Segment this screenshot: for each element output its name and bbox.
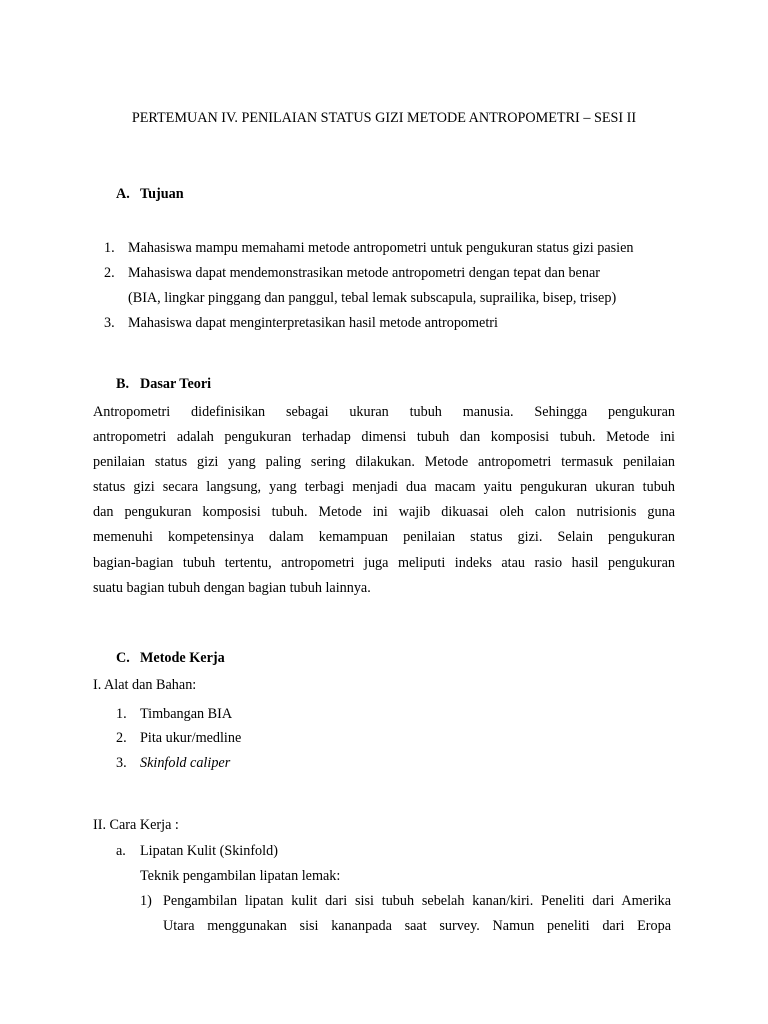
alat-item-2-num: 2. (116, 730, 127, 746)
section-b-marker: B. (116, 376, 130, 392)
section-c-heading: Metode Kerja (140, 650, 225, 666)
cara-sub-a-text: Lipatan Kulit (Skinfold) (140, 843, 278, 859)
tujuan-item-1-text: Mahasiswa mampu memahami metode antropometri untuk pengukuran status gizi pasien (128, 240, 634, 256)
section-a-marker: A. (116, 186, 130, 202)
teknik-heading: Teknik pengambilan lipatan lemak: (140, 868, 341, 884)
tujuan-item-2-num: 2. (104, 265, 115, 281)
teori-line-1: Antropometri didefinisikan sebagai ukuran tubuh manusia. Sehingga pengukuran (93, 404, 675, 420)
page-title: PERTEMUAN IV. PENILAIAN STATUS GIZI METODE ANTROPOMETRI – SESI II (131, 110, 637, 126)
step-1-line-1: Pengambilan lipatan kulit dari sisi tubuh sebelah kanan/kiri. Peneliti dari Amerika (163, 893, 671, 909)
alat-item-3-text: Skinfold caliper (140, 755, 231, 771)
teori-line-3: penilaian status gizi yang paling sering dilakukan. Metode antropometri termasuk penilaian (93, 454, 675, 470)
teori-line-6: memenuhi kompetensinya dalam kemampuan penilaian status gizi. Selain pengukuran (93, 529, 675, 545)
step-1-line-2: Utara menggunakan sisi kananpada saat survey. Namun peneliti dari Eropa (163, 918, 671, 934)
tujuan-item-1-num: 1. (104, 240, 115, 256)
alat-item-1-text: Timbangan BIA (140, 706, 233, 722)
alat-item-1-num: 1. (116, 706, 127, 722)
cara-kerja-heading: II. Cara Kerja : (93, 817, 179, 833)
alat-item-2-text: Pita ukur/medline (140, 730, 242, 746)
section-b-heading: Dasar Teori (140, 376, 212, 392)
alat-bahan-heading: I. Alat dan Bahan: (93, 677, 197, 693)
tujuan-item-2-text: Mahasiswa dapat mendemonstrasikan metode antropometri dengan tepat dan benar (128, 265, 600, 281)
teori-line-5: dan pengukuran komposisi tubuh. Metode ini wajib dikuasai oleh calon nutrisionis guna (93, 504, 675, 520)
tujuan-item-3-num: 3. (104, 315, 115, 331)
section-c-marker: C. (116, 650, 130, 666)
tujuan-item-2-text-cont: (BIA, lingkar pinggang dan panggul, tebal lemak subscapula, suprailika, bisep, trisep) (128, 290, 617, 306)
teori-line-7: bagian-bagian tubuh tertentu, antropometri juga meliputi indeks atau rasio hasil pengukuran (93, 555, 675, 571)
section-a-heading: Tujuan (140, 186, 184, 202)
alat-item-3-num: 3. (116, 755, 127, 771)
teori-line-8: suatu bagian tubuh dengan bagian tubuh lainnya. (93, 580, 371, 596)
tujuan-item-3-text: Mahasiswa dapat menginterpretasikan hasil metode antropometri (128, 315, 498, 331)
teori-line-4: status gizi secara langsung, yang terbagi menjadi dua macam yaitu pengukuran ukuran tubuh (93, 479, 675, 495)
cara-sub-a-marker: a. (116, 843, 126, 859)
teori-line-2: antropometri adalah pengukuran terhadap dimensi tubuh dan komposisi tubuh. Metode ini (93, 429, 675, 445)
step-1-num: 1) (140, 893, 152, 909)
